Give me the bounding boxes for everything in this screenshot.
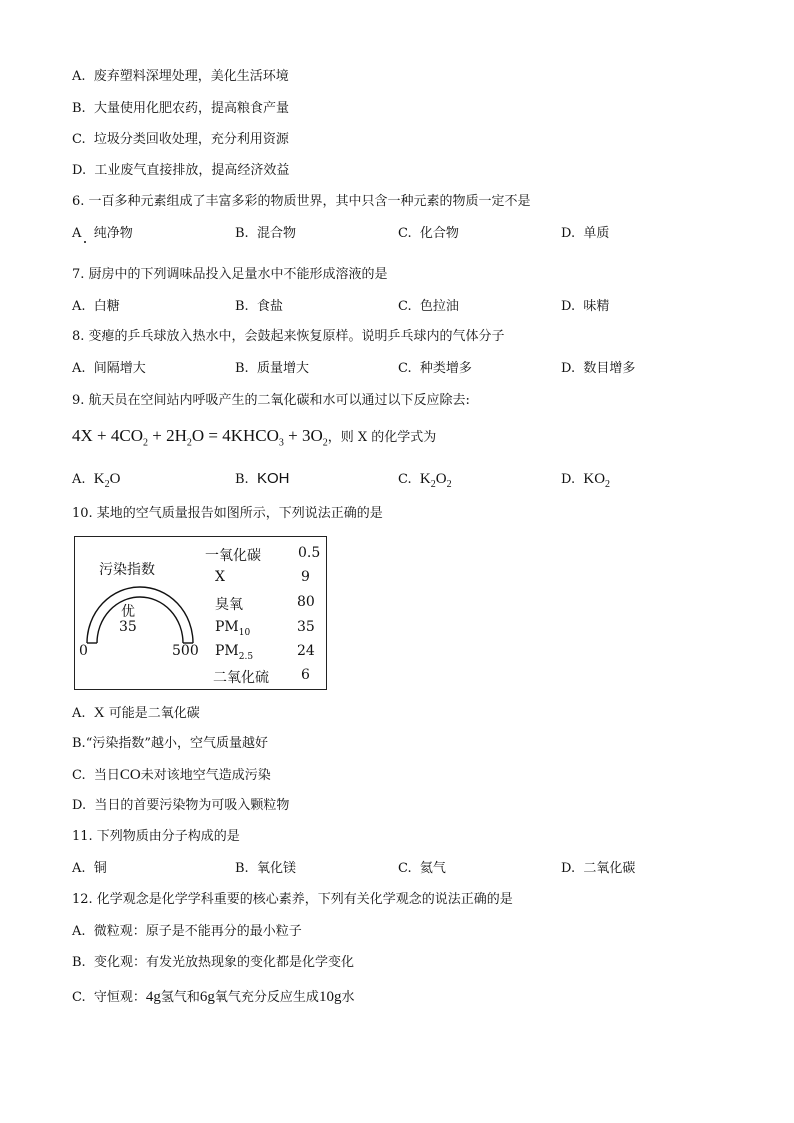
- pollutant-value: 0.5: [298, 545, 321, 561]
- q10-option-d[interactable]: D. 当日的首要污染物为可吸入颗粒物: [72, 798, 290, 813]
- q10-option-b[interactable]: B.“污染指数”越小，空气质量越好: [72, 736, 268, 751]
- gauge-min: 0: [79, 643, 88, 659]
- q11-option-d[interactable]: D. 二氧化碳: [561, 861, 636, 876]
- q6-option-c[interactable]: C. 化合物: [398, 226, 459, 241]
- formula-ko2: $KO_2$: [583, 471, 611, 490]
- gauge-value: 35: [119, 619, 137, 635]
- q6-option-a[interactable]: A 纯净物: [72, 226, 133, 241]
- q9-option-d[interactable]: D. $KO_2$: [561, 471, 611, 490]
- air-quality-report: [74, 536, 327, 690]
- q5-option-c[interactable]: C. 垃圾分类回收处理，充分利用资源: [72, 132, 289, 147]
- q11-option-a[interactable]: A. 铜: [72, 861, 107, 876]
- pollutant-name: 臭氧: [215, 597, 243, 613]
- q8-option-d[interactable]: D. 数目增多: [561, 361, 636, 376]
- q10-stem: 10. 某地的空气质量报告如图所示，下列说法正确的是: [72, 506, 383, 521]
- q10-option-c[interactable]: C. 当日CO未对该地空气造成污染: [72, 767, 271, 783]
- q7-option-a[interactable]: A. 白糖: [72, 299, 120, 314]
- q9-option-a[interactable]: A. $K_2O$: [72, 471, 121, 490]
- pollutant-value: 24: [297, 643, 315, 659]
- pollutant-value: 9: [301, 569, 310, 585]
- gauge-level: 优: [121, 604, 135, 620]
- pollutant-value: 35: [297, 619, 315, 635]
- pollutant-name: $PM_{10}$: [215, 619, 251, 638]
- q6-stem: 6. 一百多种元素组成了丰富多彩的物质世界，其中只含一种元素的物质一定不是: [72, 194, 531, 209]
- q5-option-d[interactable]: D. 工业废气直接排放，提高经济效益: [72, 163, 290, 178]
- q11-stem: 11. 下列物质由分子构成的是: [72, 829, 240, 844]
- q9-option-b[interactable]: B. KOH: [235, 470, 290, 487]
- q8-option-c[interactable]: C. 种类增多: [398, 361, 472, 376]
- formula-k2o: $K_2O$: [93, 471, 121, 490]
- pollutant-name: X: [215, 569, 225, 585]
- gauge-arc: [75, 537, 205, 647]
- q7-option-c[interactable]: C. 色拉油: [398, 299, 459, 314]
- q7-option-d[interactable]: D. 味精: [561, 299, 610, 314]
- formula-k2o2: $K_2O_2$: [419, 471, 452, 490]
- pollutant-name: 二氧化硫: [213, 670, 269, 686]
- q12-option-c[interactable]: C. 守恒观：4g氢气和6g氧气充分反应生成10g水: [72, 989, 355, 1005]
- q6-option-b[interactable]: B. 混合物: [235, 226, 296, 241]
- q11-option-b[interactable]: B. 氧化镁: [235, 861, 296, 876]
- gauge-max: 500: [172, 643, 199, 659]
- q5-option-b[interactable]: B. 大量使用化肥农药，提高粮食产量: [72, 101, 289, 116]
- q8-option-a[interactable]: A. 间隔增大: [72, 361, 146, 376]
- q8-option-b[interactable]: B. 质量增大: [235, 361, 309, 376]
- reaction-equation: $4X + 4CO_2 + 2H_2O$ = $4KHCO_3 + 3O_2$: [72, 426, 328, 449]
- pollutant-value: 80: [297, 594, 315, 610]
- q8-stem: 8. 变瘪的乒乓球放入热水中，会鼓起来恢复原样。说明乒乓球内的气体分子: [72, 329, 505, 344]
- q5-option-a[interactable]: A. 废弃塑料深埋处理，美化生活环境: [72, 69, 289, 84]
- q9-stem: 9. 航天员在空间站内呼吸产生的二氧化碳和水可以通过以下反应除去:: [72, 393, 470, 408]
- q12-option-b[interactable]: B. 变化观：有发光放热现象的变化都是化学变化: [72, 955, 354, 970]
- q11-option-c[interactable]: C. 氦气: [398, 861, 446, 876]
- pollutant-name: $PM_{2.5}$: [215, 643, 254, 662]
- pollutant-value: 6: [301, 667, 310, 683]
- q9-equation-line: $4X + 4CO_2 + 2H_2O$ = $4KHCO_3 + 3O_2$，则 X 的化学式为: [72, 426, 437, 449]
- q9-option-c[interactable]: C. $K_2O_2$: [398, 471, 452, 490]
- gauge-title: 污染指数: [99, 562, 155, 578]
- q10-option-a[interactable]: A. X 可能是二氧化碳: [72, 705, 200, 721]
- q12-option-a[interactable]: A. 微粒观：原子是不能再分的最小粒子: [72, 924, 302, 939]
- q6-option-d[interactable]: D. 单质: [561, 226, 610, 241]
- q7-stem: 7. 厨房中的下列调味品投入足量水中不能形成溶液的是: [72, 267, 388, 282]
- formula-koh: KOH: [256, 470, 290, 487]
- pollutant-name: 一氧化碳: [205, 548, 261, 564]
- q7-option-b[interactable]: B. 食盐: [235, 299, 283, 314]
- q12-stem: 12. 化学观念是化学学科重要的核心素养，下列有关化学观念的说法正确的是: [72, 892, 513, 907]
- bullet-dot: [84, 241, 86, 243]
